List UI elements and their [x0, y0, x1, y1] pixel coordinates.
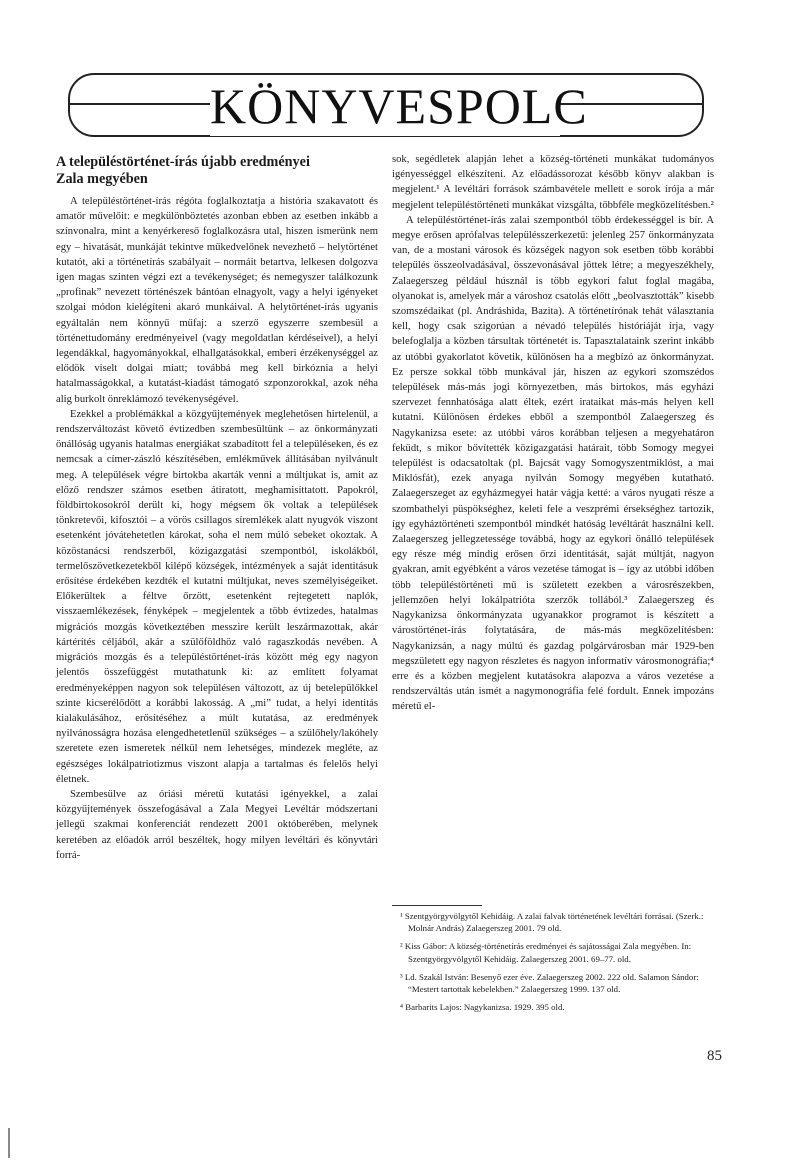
footnotes	[392, 910, 714, 1019]
footnote: ³ Ld. Szakál István: Besenyő ezer éve. Zalaegerszeg 2002. 222 old. Salamon Sándor: “Mestert tartottak kebelekben.” Zalaegerszeg 1999. 137 old.	[400, 971, 699, 995]
paragraph: A településtörténet-írás régóta foglalkoztatja a história szakavatott és amatőr művelőit: e megkülönböztetés azonban ebben az esetben inkább a színvonalra, mint a kenyérkereső foglalkozásra utal, hiszen ismerünk nem egy – hivatását, munkáját tekintve műkedvelőnek nevezhető – helytörténet kutatót, aki a történetírás szabályait – normáit betartva, lelkesen dolgozva igen magas szinten végzi ezt a tevékenységet; és nemegyszer találkozunk „profinak” nevezett történészek bántóan elnagyolt, vagy a helyi igényeket szolgai módon kielégíteni akaró munkáival. A helytörténet-írás ugyanis egyáltalán nem könnyű műfaj: a szerző egyszerre szembesül a történettudomány eredményeivel (vagy megoldatlan kérdéseivel), a helyi legendákkal, hagyományokkal, elhallgatásokkal, emberi érzékenységgel az elődök viselt dolgai miatt; továbbá meg kell birkóznia a helyi hatalmasságokkal, a kutatást-kiadást támogató szponzorokkal, azok néha alig burkolt önreklámozó tevékenységével.	[56, 196, 378, 405]
footnote: ² Kiss Gábor: A község-történetírás eredményei és sajátosságai Zala megyében. In: Szentgyörgyvölgytől Kehidáig. Zalaegerszeg 2001. 69–77. old.	[400, 941, 692, 964]
scan-edge-mark	[8, 1128, 16, 1158]
article-title-line-1: A településtörténet-írás újabb eredményei	[56, 154, 310, 170]
page-number: 85	[707, 1048, 722, 1064]
footnote: ¹ Szentgyörgyvölgytől Kehidáig. A zalai falvak történetének levéltári forrásai. (Szerk.: Molnár András) Zalaegerszeg 2001. 79 old.	[400, 911, 704, 934]
paragraph: Ezekkel a problémákkal a közgyűjtemények meglehetősen hirtelenül, a rendszerváltozást követő évtizedben szembesültünk – az önkormányzati önállóság ugyanis hatalmas energiákat szabadított fel a településeken, és ez nemcsak a címer-zászló készítésében, emlékművek állításában nyilvánult meg. A települések végre birtokba akarták venni a múltjukat is, amit az előző rendszer számos esetben átiratott, meghamisíttatott. Papokról, földbirtokosokról derült ki, hogy mégsem ők voltak a települések tönkretevői, kifosztói – a vörös csillagos síremlékek alatt nyugvók viszont esetenként jóvátehetetlen károkat, soha el nem múló sebeket okoztak. A közöstanácsi rendszerből, közigazgatási szempontból, iskolákból, termelőszövetkezetekből kilépő községek, intézmények a saját identitásuk erősítése érdekében kezdték el kutatni múltjukat, neves személyiségeiket. Előkerültek a féltve őrzött, esetenként rejtegetett naplók, visszaemlékezések, fényképek – megjelentek a több évtizedes, hatalmas migrációs mozgás következtében messzire került leszármazottak, akár kártérítés céljából, akár a szülőföldhöz való ragaszkodás nevében. A migrációs mozgás és a településtörténet-írás között még egy nagyon jelentős összefüggést mutathatunk ki: az említett folyamat eredményeképpen nagyon sok településen változott, az új betelepülőkkel szinte kicserélődött a korábbi lakosság. A „mi” tudat, a helyi identitás kialakulásához, erősítéséhez a múlt kutatása, az eredmények nyilvánosságra hozása elengedhetetlenül szükséges – a szülőhely/lakóhely szeretete ezen ismeretek nélkül nem lehetséges, mindezek megléte, az egészséges lokálpatriotizmus viszont alapja a tartalmas és felelős helyi életnek.	[56, 408, 378, 785]
section-title: KÖNYVESPOLC	[210, 78, 588, 134]
paragraph: A településtörténet-írás zalai szempontból több érdekességgel is bír. A megye erősen aprófalvas településszerkezetű: jelenleg 257 önkormányzata van, de a mostani városok és községek nagyon sok esetben több korábbi település összeolvadásával, összevonásával jöttek létre; a megyeszékhely, Zalaegerszeg például húsznál is több egykori falut foglal magába, olyanokat is, amelyek már a városhoz csatolás előtt „beolvasztották” kisebb szomszédaikat (pl. Andráshida, Bazita). A történetírónak tehát választania kell, hogy csak szigorúan a névadó település históriáját írja, vagy belefoglalja a közben társultak történetét is. Tapasztalataink szerint inkább az utóbbi gyakorlatot követik, különösen ha a megbízó az önkormányzat. Ez persze sokkal több munkával jár, hiszen az egykori szomszédos települések más-más jogi környezetben, más birtokos, más egyházi szervezet fennhatósága alatt éltek, ezért irataikat más-más helyen kell kutatni. Különösen érdekes ebből a szempontból Zalaegerszeg és Nagykanizsa esete: az utóbbi város korábban teljesen a megyehatáron feküdt, s mikor bővítették közigazgatási határait, több Somogy megyei települést is odacsatoltak (pl. Bajcsát vagy Somogyszentmiklóst, a mai Miklósfát), ezek anyaga nyilván Somogy megyében kutatható. Zalaegerszeget az egyházmegyei határ vágja ketté: a város nyugati része a szombathelyi püspökséghez, keleti fele a veszprémi érsekséghez tartozik, így egyháztörténeti szempontból mindkét hatóság levéltárát használni kell. Zalaegerszeg jellegzetessége továbbá, hogy az egykori önálló települések egy része még mindig erősen őrzi identitását, saját múltját, nagyon gyakran, amit egyébként a város vezetése támogat is – így az utóbbi időben több településtörténeti mű is született ezekben a városrészekben, jellemzően helyi lokálpatrióta szerzők tollából.³ Zalaegerszeg és Nagykanizsa önkormányzata ugyanakkor programot is készített a várostörténet-írás folytatására, de más-más megközelítésben: Nagykanizsán, a nagy múltú és gazdag polgárvárosban már 1929-ben megszületett egy nagyon részletes és nagyon informatív városmonográfia;⁴ erre és a közben megjelent kutatásokra alapozva a város vezetése a rendszerváltás után ismét a nagymonográfia felé fordult. Ennek impozáns méretű el-	[392, 214, 714, 713]
article-title-line-2: Zala megyében	[56, 171, 148, 187]
paragraph: Szembesülve az óriási méretű kutatási igényekkel, a zalai közgyűjtemények összefogásával a Zala Megyei Levéltár módszertani jellegű szakmai konferenciát rendezett 2001 októberében, melynek keretében az előadók arról beszéltek, hogy milyen levéltári és könyvtári forrá-	[56, 788, 378, 861]
right-column	[392, 152, 714, 715]
left-column	[56, 154, 378, 863]
footnote: ⁴ Barbarits Lajos: Nagykanizsa. 1929. 395 old.	[400, 1002, 565, 1013]
footnote-separator	[392, 905, 482, 906]
paragraph: sok, segédletek alapján lehet a község-történeti munkákat tudományos igényességgel elkészíteni. Az előadássorozat később könyv alakban is megjelent.¹ A levéltári források számbavétele mellett e sorok írója a már megjelent településtörténeti munkákat vizsgálta, többféle megközelítésben.²	[392, 154, 714, 211]
article-title	[56, 154, 378, 188]
